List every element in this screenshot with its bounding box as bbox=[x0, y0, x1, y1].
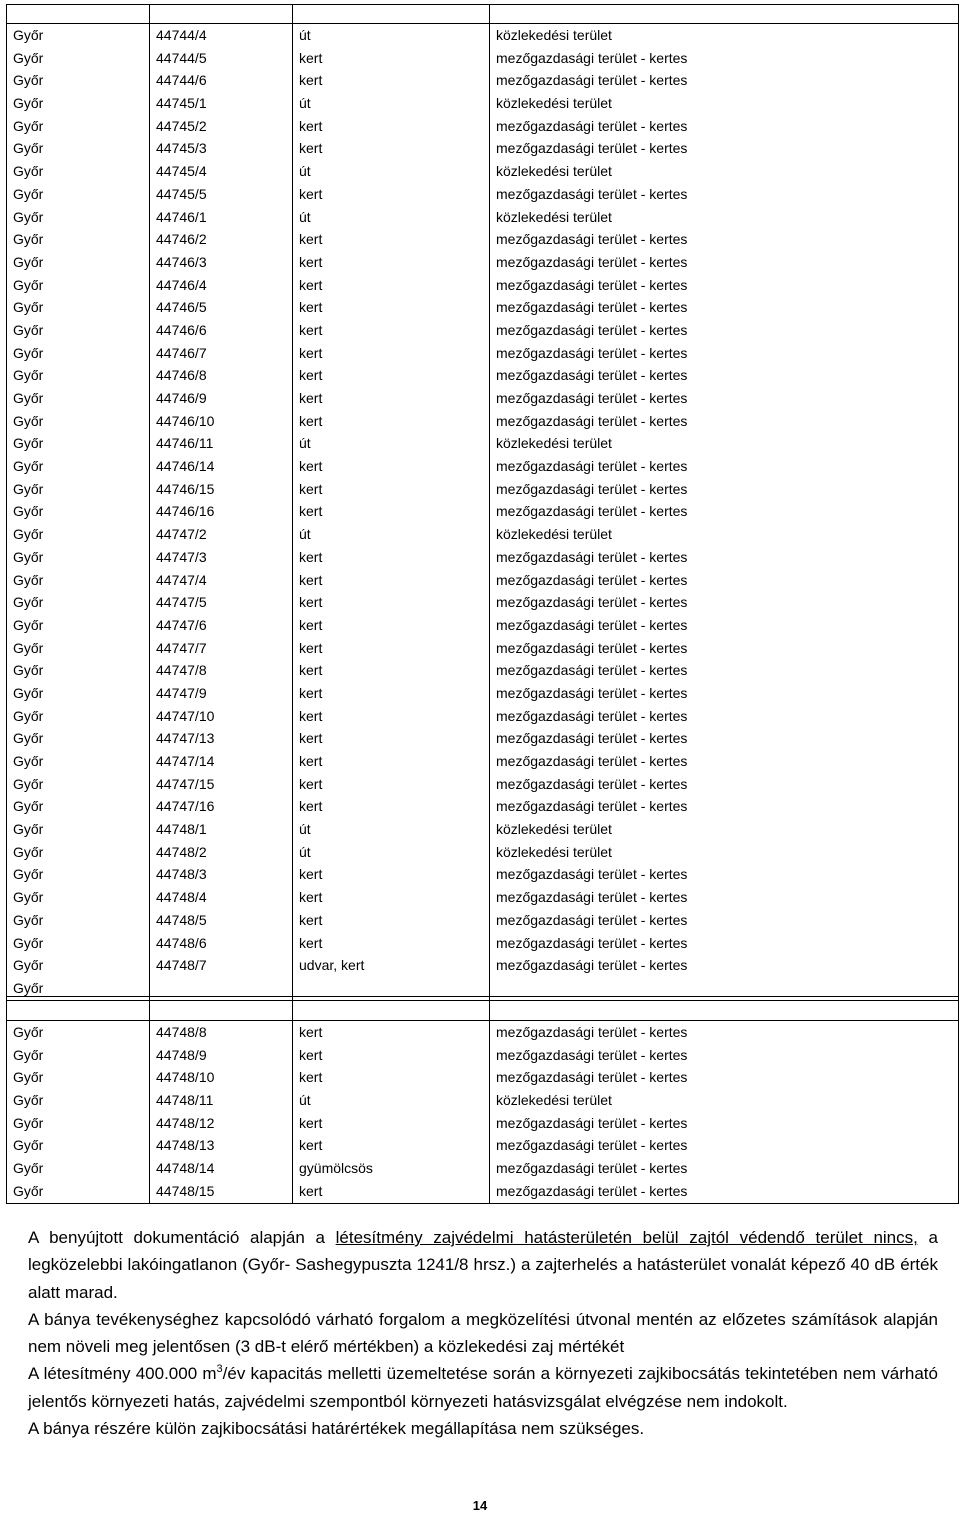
table-cell: kert bbox=[299, 299, 323, 316]
table-body-row bbox=[7, 1021, 959, 1204]
table-cell: kert bbox=[299, 1046, 323, 1063]
table-cell: kert bbox=[299, 1137, 323, 1154]
plot-number-column bbox=[150, 1021, 293, 1204]
table-cell: Győr bbox=[13, 117, 44, 134]
table-cell: Győr bbox=[13, 753, 44, 769]
table-cell: 44746/14 bbox=[156, 458, 215, 475]
table-cell: Győr bbox=[13, 526, 44, 543]
table-cell: Győr bbox=[13, 889, 44, 906]
table-cell: kert bbox=[299, 639, 323, 656]
classification-column bbox=[490, 1021, 959, 1204]
table-cell: 44747/2 bbox=[156, 526, 207, 543]
table-cell: kert bbox=[299, 231, 323, 248]
table-cell: kert bbox=[299, 276, 323, 293]
table-cell: 44747/15 bbox=[156, 775, 215, 792]
table-cell: 44748/8 bbox=[156, 1024, 207, 1040]
table-cell: 44748/13 bbox=[156, 1137, 215, 1154]
table-cell: kert bbox=[299, 934, 323, 951]
table-cell: kert bbox=[299, 49, 323, 66]
land-use-column bbox=[293, 24, 490, 1001]
table-cell: mezőgazdasági terület - kertes bbox=[496, 1160, 688, 1177]
parcel-table-2 bbox=[6, 996, 959, 1204]
table-cell: út bbox=[299, 95, 311, 112]
table-cell: Győr bbox=[13, 594, 44, 611]
table-cell: közlekedési terület bbox=[496, 435, 612, 452]
table-cell: Győr bbox=[13, 1046, 44, 1063]
table-cell: 44748/7 bbox=[156, 957, 207, 974]
table-cell: kert bbox=[299, 889, 323, 906]
plot-number-column bbox=[150, 24, 293, 1001]
table-cell: Győr bbox=[13, 231, 44, 248]
table-cell: gyümölcsös bbox=[299, 1160, 373, 1177]
table-cell: kert bbox=[299, 253, 323, 270]
table-cell: Győr bbox=[13, 798, 44, 815]
header-cell bbox=[150, 5, 293, 24]
table-cell: mezőgazdasági terület - kertes bbox=[496, 639, 688, 656]
table-cell: 44745/3 bbox=[156, 140, 207, 157]
table-cell: mezőgazdasági terület - kertes bbox=[496, 140, 688, 157]
table-cell: 44746/6 bbox=[156, 321, 207, 338]
table-cell: Győr bbox=[13, 503, 44, 520]
table-cell: út bbox=[299, 435, 311, 452]
table-cell: 44747/8 bbox=[156, 662, 207, 679]
table-cell: 44747/3 bbox=[156, 548, 207, 565]
table-cell: út bbox=[299, 208, 311, 225]
header-cell bbox=[150, 997, 293, 1021]
table-cell: kert bbox=[299, 571, 323, 588]
table-cell: Győr bbox=[13, 95, 44, 112]
table-cell: kert bbox=[299, 594, 323, 611]
table-cell: mezőgazdasági terület - kertes bbox=[496, 253, 688, 270]
table-cell: 44745/1 bbox=[156, 95, 207, 112]
table-cell: mezőgazdasági terület - kertes bbox=[496, 753, 688, 769]
table-cell: kert bbox=[299, 548, 323, 565]
table-cell: kert bbox=[299, 684, 323, 701]
table-cell: Győr bbox=[13, 1092, 44, 1109]
header-cell bbox=[293, 5, 490, 24]
table-cell: mezőgazdasági terület - kertes bbox=[496, 911, 688, 928]
table-cell: mezőgazdasági terület - kertes bbox=[496, 1069, 688, 1086]
table-cell: udvar, kert bbox=[299, 957, 365, 974]
table-cell: kert bbox=[299, 412, 323, 429]
table-cell: 44746/8 bbox=[156, 367, 207, 384]
table-cell: kert bbox=[299, 753, 323, 769]
table-cell: 44747/5 bbox=[156, 594, 207, 611]
table-cell: mezőgazdasági terület - kertes bbox=[496, 321, 688, 338]
table-cell: kert bbox=[299, 1024, 323, 1040]
table-cell: mezőgazdasági terület - kertes bbox=[496, 730, 688, 747]
table-cell: Győr bbox=[13, 299, 44, 316]
paragraph-noise-area bbox=[28, 1224, 938, 1306]
table-cell: 44748/12 bbox=[156, 1114, 215, 1131]
table-cell: Győr bbox=[13, 208, 44, 225]
table-cell: út bbox=[299, 843, 311, 860]
table-cell: 44748/5 bbox=[156, 911, 207, 928]
table-cell: 44745/2 bbox=[156, 117, 207, 134]
table-cell: közlekedési terület bbox=[496, 1092, 612, 1109]
table-cell: közlekedési terület bbox=[496, 163, 612, 180]
table-cell: Győr bbox=[13, 866, 44, 883]
table-cell: Győr bbox=[13, 27, 44, 43]
table-cell: út bbox=[299, 1092, 311, 1109]
table-cell: mezőgazdasági terület - kertes bbox=[496, 957, 688, 974]
table-cell: mezőgazdasági terület - kertes bbox=[496, 390, 688, 406]
header-cell bbox=[7, 5, 150, 24]
table-header-row bbox=[7, 997, 959, 1021]
table-cell: mezőgazdasági terület - kertes bbox=[496, 594, 688, 611]
table-cell: Győr bbox=[13, 163, 44, 180]
table-cell: kert bbox=[299, 616, 323, 633]
table-cell: kert bbox=[299, 344, 323, 361]
table-cell: Győr bbox=[13, 775, 44, 792]
table-cell: mezőgazdasági terület - kertes bbox=[496, 480, 688, 497]
table-cell: Győr bbox=[13, 548, 44, 565]
table-cell: 44748/2 bbox=[156, 843, 207, 860]
table-cell: Győr bbox=[13, 662, 44, 679]
header-cell bbox=[490, 5, 959, 24]
table-cell: Győr bbox=[13, 49, 44, 66]
table-cell: 44747/10 bbox=[156, 707, 215, 724]
header-cell bbox=[293, 997, 490, 1021]
table-cell: kert bbox=[299, 458, 323, 475]
table-cell: kert bbox=[299, 72, 323, 89]
table-cell: 44747/6 bbox=[156, 616, 207, 633]
table-cell: Győr bbox=[13, 1182, 44, 1199]
underlined-text: létesítmény zajvédelmi hatásterületén belül zajtól védendő terület nincs, bbox=[335, 1228, 918, 1247]
table-cell: mezőgazdasági terület - kertes bbox=[496, 185, 688, 202]
table-cell: 44748/14 bbox=[156, 1160, 215, 1177]
table-cell: 44747/16 bbox=[156, 798, 215, 815]
table-cell: 44748/4 bbox=[156, 889, 207, 906]
table-cell: Győr bbox=[13, 821, 44, 838]
header-cell bbox=[490, 997, 959, 1021]
table-cell: kert bbox=[299, 185, 323, 202]
paragraph-capacity bbox=[28, 1360, 938, 1415]
paragraph-limits: A bánya részére külön zajkibocsátási határértékek megállapítása nem szükséges. bbox=[28, 1419, 645, 1439]
table-cell: mezőgazdasági terület - kertes bbox=[496, 889, 688, 906]
table-cell: közlekedési terület bbox=[496, 95, 612, 112]
table-cell: 44746/3 bbox=[156, 253, 207, 270]
table-cell: mezőgazdasági terület - kertes bbox=[496, 775, 688, 792]
table-cell: Győr bbox=[13, 1069, 44, 1086]
table-cell: 44746/10 bbox=[156, 412, 215, 429]
table-cell: 44746/7 bbox=[156, 344, 207, 361]
table-cell: mezőgazdasági terület - kertes bbox=[496, 299, 688, 316]
table-cell: Győr bbox=[13, 72, 44, 89]
table-cell: mezőgazdasági terület - kertes bbox=[496, 72, 688, 89]
table-cell: mezőgazdasági terület - kertes bbox=[496, 934, 688, 951]
table-cell: út bbox=[299, 526, 311, 543]
table-cell: mezőgazdasági terület - kertes bbox=[496, 344, 688, 361]
table-cell: közlekedési terület bbox=[496, 27, 612, 43]
classification-column bbox=[490, 24, 959, 1001]
table-cell: Győr bbox=[13, 276, 44, 293]
paragraph-text: A létesítmény 400.000 m bbox=[28, 1364, 217, 1384]
table-cell: Győr bbox=[13, 911, 44, 928]
table-cell: Győr bbox=[13, 458, 44, 475]
table-cell: mezőgazdasági terület - kertes bbox=[496, 866, 688, 883]
table-cell: Győr bbox=[13, 1160, 44, 1177]
table-cell: 44744/4 bbox=[156, 27, 207, 43]
table-cell: mezőgazdasági terület - kertes bbox=[496, 276, 688, 293]
table-cell: közlekedési terület bbox=[496, 843, 612, 860]
table-cell: 44744/5 bbox=[156, 49, 207, 66]
city-column bbox=[7, 24, 150, 1001]
table-cell: mezőgazdasági terület - kertes bbox=[496, 1182, 688, 1199]
table-cell: mezőgazdasági terület - kertes bbox=[496, 1024, 688, 1040]
table-cell: mezőgazdasági terület - kertes bbox=[496, 231, 688, 248]
table-cell: mezőgazdasági terület - kertes bbox=[496, 503, 688, 520]
table-cell: mezőgazdasági terület - kertes bbox=[496, 571, 688, 588]
table-cell: kert bbox=[299, 866, 323, 883]
table-cell: 44747/13 bbox=[156, 730, 215, 747]
table-cell: kert bbox=[299, 798, 323, 815]
table-cell: kert bbox=[299, 503, 323, 520]
page-number: 14 bbox=[472, 1498, 488, 1513]
parcel-table-1 bbox=[6, 4, 959, 1001]
table-cell: kert bbox=[299, 1069, 323, 1086]
table-cell: kert bbox=[299, 140, 323, 157]
paragraph-text: /év kapacitás melletti üzemeltetése során a környezeti zajkibocsátás tekintetében nem várható jelentős környezeti hatás, zajvédelmi szempontból környezeti hatásvizsgálat elvégzése nem indokolt. bbox=[28, 1364, 938, 1411]
table-cell: 44747/7 bbox=[156, 639, 207, 656]
city-column bbox=[7, 1021, 150, 1204]
table-cell: Győr bbox=[13, 934, 44, 951]
table-cell: közlekedési terület bbox=[496, 208, 612, 225]
table-cell: Győr bbox=[13, 390, 44, 406]
table-cell: 44746/5 bbox=[156, 299, 207, 316]
table-cell: Győr bbox=[13, 435, 44, 452]
table-cell: mezőgazdasági terület - kertes bbox=[496, 616, 688, 633]
table-cell: Győr bbox=[13, 185, 44, 202]
table-cell: Győr bbox=[13, 253, 44, 270]
table-cell: mezőgazdasági terület - kertes bbox=[496, 707, 688, 724]
table-cell: mezőgazdasági terület - kertes bbox=[496, 1137, 688, 1154]
table-cell: Győr bbox=[13, 684, 44, 701]
table-cell: Győr bbox=[13, 480, 44, 497]
table-cell: 44745/5 bbox=[156, 185, 207, 202]
table-cell: út bbox=[299, 163, 311, 180]
table-cell: mezőgazdasági terület - kertes bbox=[496, 117, 688, 134]
table-cell: 44748/3 bbox=[156, 866, 207, 883]
table-cell: kert bbox=[299, 390, 323, 406]
table-cell: kert bbox=[299, 1182, 323, 1199]
table-cell: út bbox=[299, 821, 311, 838]
table-header-row bbox=[7, 5, 959, 24]
table-cell: mezőgazdasági terület - kertes bbox=[496, 1046, 688, 1063]
table-cell: Győr bbox=[13, 730, 44, 747]
table-cell: 44747/4 bbox=[156, 571, 207, 588]
table-cell: kert bbox=[299, 480, 323, 497]
table-cell: mezőgazdasági terület - kertes bbox=[496, 367, 688, 384]
table-cell: mezőgazdasági terület - kertes bbox=[496, 412, 688, 429]
table-cell: út bbox=[299, 27, 311, 43]
table-cell: Győr bbox=[13, 616, 44, 633]
paragraph-traffic: A bánya tevékenységhez kapcsolódó várható forgalom a megközelítési útvonal mentén az előzetes számítások alapján nem növeli meg jelentősen (3 dB-t elérő mértékben) a közlekedési zaj mértékét bbox=[28, 1309, 938, 1357]
table-cell: kert bbox=[299, 117, 323, 134]
table-cell: Győr bbox=[13, 140, 44, 157]
table-cell: 44744/6 bbox=[156, 72, 207, 89]
table-cell: Győr bbox=[13, 367, 44, 384]
paragraph-text: A benyújtott dokumentáció alapján a bbox=[28, 1228, 336, 1247]
table-cell: 44746/15 bbox=[156, 480, 215, 497]
table-cell: kert bbox=[299, 911, 323, 928]
table-cell: kert bbox=[299, 1114, 323, 1131]
table-cell: mezőgazdasági terület - kertes bbox=[496, 548, 688, 565]
superscript: 3 bbox=[216, 1363, 223, 1376]
table-cell: 44746/1 bbox=[156, 208, 207, 225]
land-use-column bbox=[293, 1021, 490, 1204]
header-cell bbox=[7, 997, 150, 1021]
table-cell: Győr bbox=[13, 979, 44, 996]
table-cell: Győr bbox=[13, 1137, 44, 1154]
table-cell: Győr bbox=[13, 1024, 44, 1040]
table-cell: 44747/14 bbox=[156, 753, 215, 769]
table-cell: Győr bbox=[13, 707, 44, 724]
table-cell: mezőgazdasági terület - kertes bbox=[496, 1114, 688, 1131]
paragraph-text: a legközelebbi lakóingatlanon (Győr- Sashegypuszta 1241/8 hrsz.) a zajterhelés a hatásterület vonalát képező 40 dB érték alatt marad. bbox=[28, 1228, 938, 1302]
table-cell: mezőgazdasági terület - kertes bbox=[496, 684, 688, 701]
table-cell: 44746/2 bbox=[156, 231, 207, 248]
table-cell: Győr bbox=[13, 843, 44, 860]
table-cell: kert bbox=[299, 662, 323, 679]
table-body-row bbox=[7, 24, 959, 1001]
table-cell: 44747/9 bbox=[156, 684, 207, 701]
table-cell: 44745/4 bbox=[156, 163, 207, 180]
table-cell: 44746/11 bbox=[156, 435, 214, 452]
table-cell: kert bbox=[299, 730, 323, 747]
table-cell: mezőgazdasági terület - kertes bbox=[496, 662, 688, 679]
table-cell: Győr bbox=[13, 321, 44, 338]
table-cell: kert bbox=[299, 321, 323, 338]
table-cell: kert bbox=[299, 367, 323, 384]
table-cell: közlekedési terület bbox=[496, 821, 612, 838]
table-cell: 44748/15 bbox=[156, 1182, 215, 1199]
table-cell: 44748/9 bbox=[156, 1046, 207, 1063]
table-cell: 44748/1 bbox=[156, 821, 207, 838]
table-cell: Győr bbox=[13, 639, 44, 656]
table-cell: Győr bbox=[13, 957, 44, 974]
table-cell: 44746/4 bbox=[156, 276, 207, 293]
table-cell: mezőgazdasági terület - kertes bbox=[496, 798, 688, 815]
table-cell: 44748/10 bbox=[156, 1069, 215, 1086]
table-cell: Győr bbox=[13, 571, 44, 588]
table-cell: Győr bbox=[13, 344, 44, 361]
table-cell: 44748/11 bbox=[156, 1092, 214, 1109]
table-cell: Győr bbox=[13, 1114, 44, 1131]
table-cell: mezőgazdasági terület - kertes bbox=[496, 49, 688, 66]
table-cell: 44748/6 bbox=[156, 934, 207, 951]
conclusion-text bbox=[28, 1224, 938, 1442]
table-cell: kert bbox=[299, 707, 323, 724]
table-cell: Győr bbox=[13, 412, 44, 429]
table-cell: közlekedési terület bbox=[496, 526, 612, 543]
table-cell: mezőgazdasági terület - kertes bbox=[496, 458, 688, 475]
table-cell: kert bbox=[299, 775, 323, 792]
table-cell: 44746/9 bbox=[156, 390, 207, 406]
table-cell: 44746/16 bbox=[156, 503, 215, 520]
